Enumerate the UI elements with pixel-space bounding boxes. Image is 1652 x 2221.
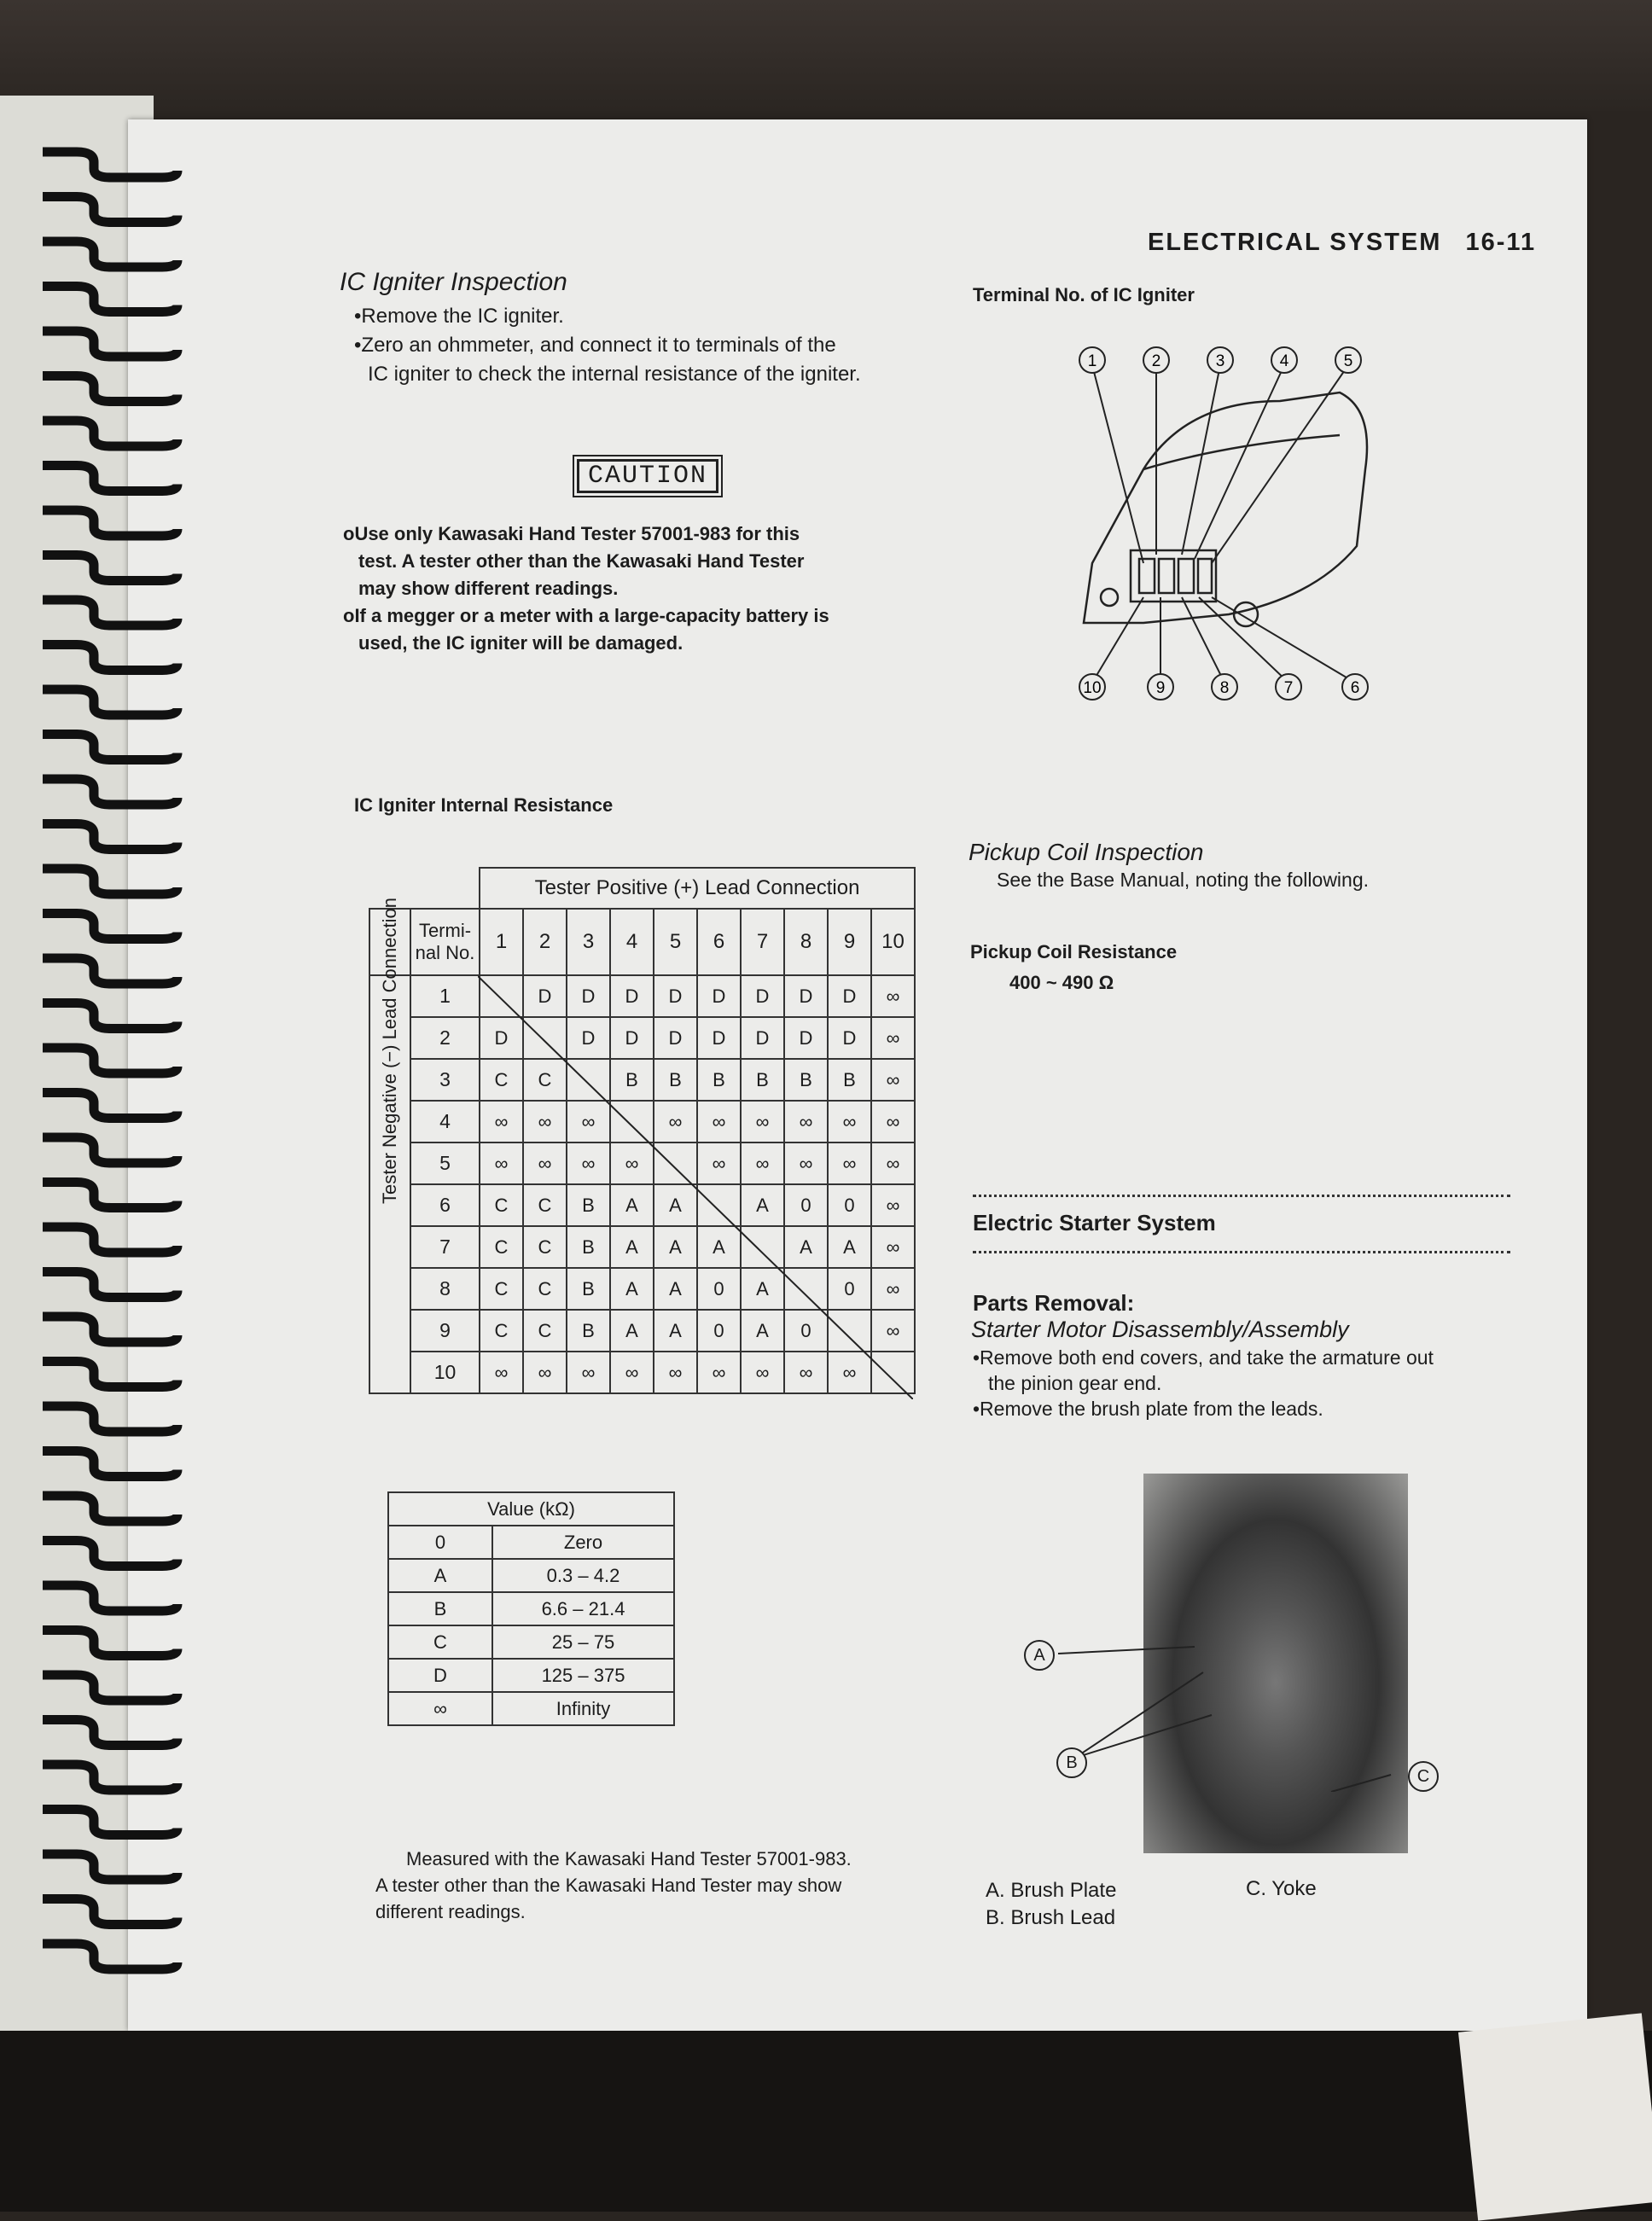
terminal-label: 7 [1283,679,1294,697]
spiral-coil [43,1093,177,1119]
col-number: 4 [610,909,654,975]
spiral-coil [43,1272,177,1298]
resistance-cell: 0 [697,1310,741,1352]
terminal-label: 4 [1279,352,1289,370]
col-number: 2 [523,909,567,975]
resistance-cell: ∞ [871,1142,915,1184]
caption-yoke: C. Yoke [1246,1877,1317,1900]
col-number: 1 [480,909,523,975]
step-line: IC igniter to check the internal resistance of the igniter. [368,363,861,386]
resistance-cell: ∞ [567,1101,610,1142]
resistance-cell: A [610,1310,654,1352]
col-number: 3 [567,909,610,975]
resistance-cell: 0 [784,1184,828,1226]
value-range: Zero [492,1526,674,1559]
resistance-cell: D [480,1017,523,1059]
resistance-cell: ∞ [480,1352,523,1393]
step-line: •Zero an ohmmeter, and connect it to terminals of the [354,334,836,357]
spiral-coil [43,1451,177,1477]
resistance-cell: C [480,1184,523,1226]
col-number: 5 [654,909,697,975]
col-number: 9 [828,909,871,975]
resistance-cell: D [567,975,610,1017]
page-number: 16-11 [1465,229,1537,256]
spiral-coil [43,689,177,715]
resistance-cell: ∞ [697,1142,741,1184]
resistance-cell: ∞ [784,1352,828,1393]
row-number: 6 [410,1184,480,1226]
resistance-cell: ∞ [610,1352,654,1393]
resistance-cell: A [654,1184,697,1226]
resistance-cell: ∞ [871,1101,915,1142]
spiral-coil [43,735,177,760]
terminal-diagram-title: Terminal No. of IC Igniter [973,284,1195,305]
starter-section-title: Electric Starter System [973,1210,1216,1236]
spiral-coil [43,287,177,312]
spiral-coil [43,376,177,402]
spiral-coil [43,1227,177,1253]
row-number: 9 [410,1310,480,1352]
resistance-cell: C [480,1268,523,1310]
resistance-cell: ∞ [741,1101,784,1142]
step-line: •Remove the IC igniter. [354,305,564,328]
caution-line: test. A tester other than the Kawasaki Hand Tester [358,550,805,572]
row-header-cell [369,898,410,1393]
spiral-coil [43,1183,177,1208]
spiral-coil [43,1541,177,1567]
resistance-cell: C [480,1226,523,1268]
value-code: B [388,1592,492,1625]
footnote-line: A tester other than the Kawasaki Hand Tester may show [375,1875,842,1896]
resistance-cell: ∞ [871,1017,915,1059]
resistance-cell: D [741,975,784,1017]
resistance-cell: D [610,1017,654,1059]
caption-left [986,1877,1116,1932]
terminal-label: 5 [1343,352,1353,370]
row-number: 7 [410,1226,480,1268]
terminal-label: 8 [1219,679,1230,697]
caution-line: may show different readings. [358,578,619,599]
resistance-cell: ∞ [654,1101,697,1142]
value-range: 6.6 – 21.4 [492,1592,674,1625]
footnote-line: different readings. [375,1901,526,1922]
callout-a: A [1024,1640,1055,1671]
resistance-cell: D [697,1017,741,1059]
col-header: Tester Positive (+) Lead Connection [480,868,915,909]
resistance-cell: B [784,1059,828,1101]
resistance-cell: D [697,975,741,1017]
resistance-cell: A [741,1268,784,1310]
resistance-cell: B [567,1310,610,1352]
resistance-cell: ∞ [567,1352,610,1393]
value-code: C [388,1625,492,1659]
spiral-coil [43,466,177,491]
resistance-cell: 0 [784,1310,828,1352]
col-number: 7 [741,909,784,975]
caution-label: CAUTION [577,459,718,493]
starter-step: the pinion gear end. [988,1372,1162,1394]
background-bottom [0,2031,1652,2212]
resistance-cell: B [610,1059,654,1101]
spiral-coil [43,914,177,939]
pickup-note: See the Base Manual, noting the following. [997,869,1370,891]
row-header: Tester Negative (−) Lead Connection [379,898,400,1204]
spiral-coil [43,197,177,223]
spiral-coil [43,510,177,536]
terminal-label: 3 [1215,352,1225,370]
footnote-line: Measured with the Kawasaki Hand Tester 57001-983. [406,1848,852,1869]
resistance-cell: ∞ [828,1101,871,1142]
spiral-coil [43,1048,177,1073]
starter-steps [973,1345,1434,1422]
caption-brush-lead: B. Brush Lead [986,1906,1116,1929]
spiral-coil [43,555,177,581]
resistance-cell: C [480,1059,523,1101]
value-header: Value (kΩ) [388,1492,674,1526]
resistance-cell: D [828,1017,871,1059]
resistance-cell: A [697,1226,741,1268]
resistance-cell: ∞ [828,1352,871,1393]
spiral-binding [34,145,196,1988]
diagonal-line [478,976,913,1399]
spiral-coil [43,241,177,267]
resistance-cell: A [610,1268,654,1310]
resistance-cell: ∞ [741,1142,784,1184]
spiral-coil [43,1810,177,1835]
resistance-cell: A [610,1184,654,1226]
row-number: 10 [410,1352,480,1393]
resistance-cell: ∞ [871,1059,915,1101]
ic-igniter-steps [354,302,917,389]
spiral-coil [43,1899,177,1925]
spiral-coil [43,1003,177,1029]
resistance-cell: C [523,1226,567,1268]
resistance-cell: ∞ [654,1352,697,1393]
resistance-cell: D [784,1017,828,1059]
callout-b: B [1056,1747,1087,1778]
caution-text [343,520,906,657]
terminal-label: 10 [1083,679,1102,697]
photo-callout-lines [1024,1621,1451,1792]
spiral-coil [43,1631,177,1656]
spiral-coil [43,1406,177,1432]
spiral-coil [43,1675,177,1701]
spiral-coil [43,152,177,177]
spiral-coil [43,958,177,984]
resistance-cell: D [828,975,871,1017]
parts-removal-heading: Parts Removal: [973,1290,1135,1316]
spiral-coil [43,1585,177,1611]
resistance-cell: ∞ [697,1352,741,1393]
caution-line: oUse only Kawasaki Hand Tester 57001-983 for this [343,523,800,544]
resistance-cell: ∞ [480,1101,523,1142]
resistance-cell: B [567,1184,610,1226]
resistance-cell: A [828,1226,871,1268]
col-number: 10 [871,909,915,975]
resistance-cell: A [654,1226,697,1268]
resistance-cell: D [523,975,567,1017]
value-range: 125 – 375 [492,1659,674,1692]
resistance-cell: A [654,1268,697,1310]
spiral-coil [43,779,177,805]
resistance-cell: ∞ [523,1101,567,1142]
row-number: 4 [410,1101,480,1142]
resistance-cell: 0 [828,1268,871,1310]
value-range: 0.3 – 4.2 [492,1559,674,1592]
row-number: 5 [410,1142,480,1184]
starter-step: •Remove the brush plate from the leads. [973,1398,1323,1420]
resistance-cell: C [523,1059,567,1101]
resistance-table-title: IC Igniter Internal Resistance [354,794,614,816]
value-code: D [388,1659,492,1692]
resistance-cell: B [567,1268,610,1310]
page-header [1148,229,1536,257]
value-grid [387,1491,675,1726]
row-number: 1 [410,975,480,1017]
spiral-coil [43,1317,177,1342]
spiral-coil [43,824,177,850]
value-code: 0 [388,1526,492,1559]
resistance-cell: ∞ [523,1142,567,1184]
row-number: 3 [410,1059,480,1101]
resistance-cell: A [741,1184,784,1226]
resistance-cell: ∞ [567,1142,610,1184]
resistance-cell: ∞ [784,1142,828,1184]
resistance-cell: D [784,975,828,1017]
spiral-coil [43,421,177,446]
col-number: 8 [784,909,828,975]
spiral-coil [43,869,177,894]
terminal-label: 1 [1087,352,1097,370]
resistance-cell: C [480,1310,523,1352]
resistance-cell: C [523,1184,567,1226]
resistance-cell: C [523,1268,567,1310]
pickup-res-label: Pickup Coil Resistance [970,941,1178,962]
caption-brush-plate: A. Brush Plate [986,1879,1117,1902]
resistance-cell: A [784,1226,828,1268]
resistance-cell: B [828,1059,871,1101]
resistance-cell: B [697,1059,741,1101]
resistance-cell: B [567,1226,610,1268]
resistance-cell: A [654,1310,697,1352]
resistance-cell: D [567,1017,610,1059]
starter-step: •Remove both end covers, and take the armature out [973,1346,1434,1369]
resistance-cell: 0 [697,1268,741,1310]
starter-subheading: Starter Motor Disassembly/Assembly [971,1317,1349,1342]
spiral-coil [43,331,177,357]
resistance-cell: C [523,1310,567,1352]
resistance-cell: A [741,1310,784,1352]
resistance-cell: ∞ [480,1142,523,1184]
resistance-cell: ∞ [610,1142,654,1184]
spiral-coil [43,1944,177,1969]
pickup-heading: Pickup Coil Inspection [969,839,1204,865]
pickup-res-value: 400 ~ 490 Ω [1009,972,1114,993]
ic-igniter-heading: IC Igniter Inspection [340,268,567,296]
terminal-label: 9 [1155,679,1166,697]
resistance-cell: A [610,1226,654,1268]
row-number: 8 [410,1268,480,1310]
terminal-label: 2 [1151,352,1161,370]
value-range: Infinity [492,1692,674,1725]
caution-line: oIf a megger or a meter with a large-capacity battery is [343,605,829,626]
spiral-coil [43,600,177,625]
spiral-coil [43,1854,177,1880]
value-table [387,1491,675,1726]
col-number: 6 [697,909,741,975]
callout-c: C [1408,1761,1439,1792]
caution-line: used, the IC igniter will be damaged. [358,632,683,654]
resistance-cell: ∞ [523,1352,567,1393]
resistance-cell: ∞ [871,1268,915,1310]
resistance-cell: ∞ [697,1101,741,1142]
section-title: ELECTRICAL SYSTEM [1148,229,1442,256]
spiral-coil [43,1362,177,1387]
value-range: 25 – 75 [492,1625,674,1659]
spiral-coil [43,1720,177,1746]
resistance-cell: D [610,975,654,1017]
resistance-cell: ∞ [828,1142,871,1184]
resistance-cell: ∞ [871,1184,915,1226]
spiral-coil [43,1496,177,1521]
paper-scrap [1458,2013,1652,2220]
resistance-cell: D [654,975,697,1017]
resistance-cell: ∞ [871,1310,915,1352]
background-top [0,0,1652,111]
resistance-cell: ∞ [871,1226,915,1268]
corner-header: Termi-nal No. [410,909,480,975]
resistance-cell: ∞ [871,975,915,1017]
divider-top [973,1195,1510,1197]
resistance-cell: B [654,1059,697,1101]
resistance-cell: 0 [828,1184,871,1226]
resistance-cell: ∞ [741,1352,784,1393]
igniter-terminal-diagram [1058,341,1399,708]
spiral-coil [43,1137,177,1163]
value-code: A [388,1559,492,1592]
row-number: 2 [410,1017,480,1059]
resistance-cell: D [654,1017,697,1059]
spiral-coil [43,645,177,671]
spiral-coil [43,1765,177,1790]
footnote [375,1846,852,1925]
resistance-cell: D [741,1017,784,1059]
terminal-label: 6 [1350,679,1360,697]
resistance-cell: ∞ [784,1101,828,1142]
resistance-cell: B [741,1059,784,1101]
divider-bottom [973,1251,1510,1253]
value-code: ∞ [388,1692,492,1725]
